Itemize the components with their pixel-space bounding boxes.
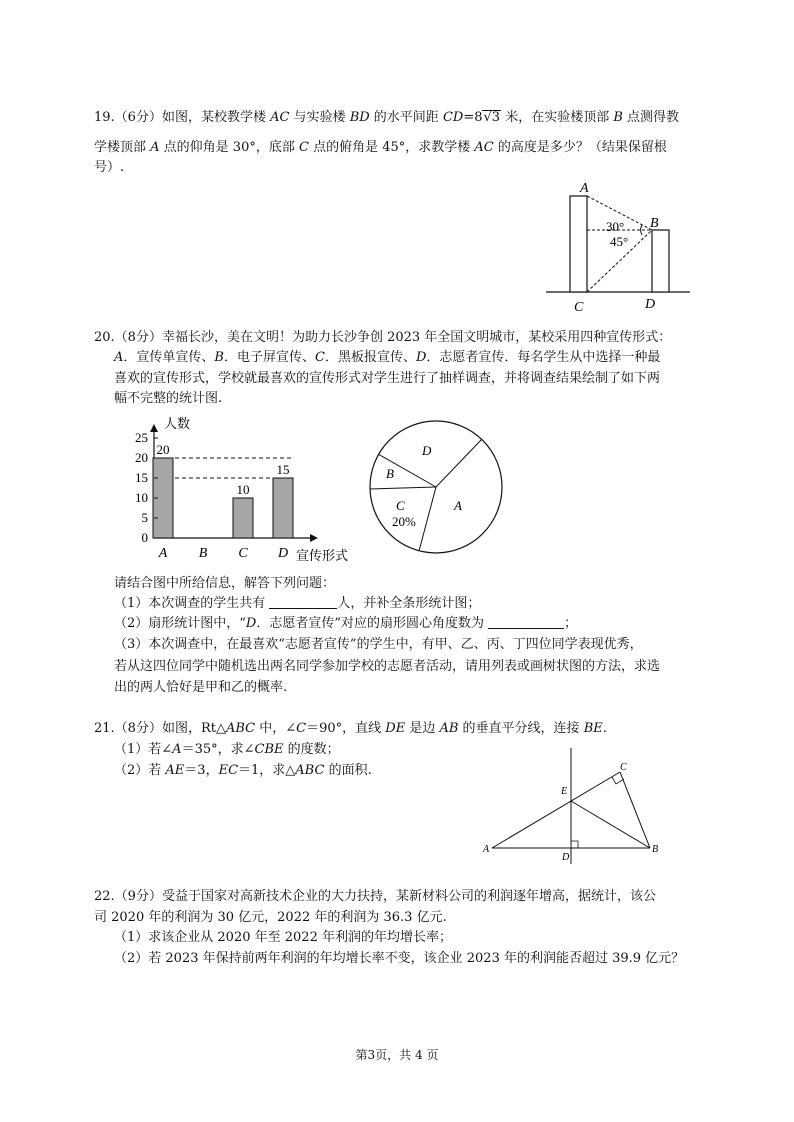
q19-figure: [540, 178, 700, 313]
var-cbe: CBE: [254, 742, 284, 757]
text: 的垂直平分线，连接: [458, 721, 584, 736]
label-a: A: [483, 844, 490, 855]
y-axis-arrow: [150, 424, 158, 432]
q20-sub1: [114, 594, 480, 614]
x-tick-label: C: [238, 546, 248, 561]
pie-percent-c: 20%: [392, 514, 416, 529]
data-label: 10: [236, 482, 250, 497]
text: ＝1，求△: [238, 763, 296, 778]
text: 的高度是多少？（结果保留根: [493, 140, 667, 155]
segment-cb: [620, 772, 650, 848]
text: ．志愿者宣传”对应的扇形圆心角度数为: [256, 616, 489, 631]
q20-prompt: 请结合图中所给信息，解答下列问题：: [114, 576, 336, 591]
label-c: C: [574, 300, 584, 315]
option-b: B: [214, 350, 224, 365]
sqrt-value: 3: [491, 110, 501, 125]
y-tick-label: 0: [141, 530, 148, 545]
q22-line1: 22.（9分）受益于国家对高新技术企业的大力扶持，某新材料公司的利润逐年增高，据统计，该公: [94, 889, 656, 904]
segment-be: [571, 801, 650, 848]
sqrt-symbol: √3: [483, 110, 501, 125]
bar-D: [273, 478, 293, 538]
right-angle-d: [571, 841, 578, 848]
q20-sub3-line1: （3）本次调查中，在最喜欢“志愿者宣传”的学生中，有甲、乙、丙、丁四位同学表现优秀，: [114, 637, 643, 652]
q20-sub2: [114, 614, 577, 634]
q21-sub2: [114, 761, 372, 781]
text: （2）扇形统计图中，“: [114, 616, 246, 631]
var-bd: BD: [349, 110, 370, 125]
text: ；: [564, 616, 578, 631]
text: ．宣传单宣传、: [123, 350, 215, 365]
q19-line2: [94, 138, 667, 158]
text: ．黑板报宣传、: [324, 350, 416, 365]
var-ac: AC: [474, 140, 494, 155]
bar-C: [233, 498, 253, 538]
text: （1）本次调查的学生共有: [114, 596, 270, 611]
segment-ac: [492, 772, 620, 848]
q20-line1: 20.（8分）幸福长沙，美在文明！为助力长沙争创 2023 年全国文明城市，某校采用四种宣传形式：: [94, 330, 672, 345]
text: .: [602, 721, 607, 736]
y-tick-label: 25: [135, 430, 148, 445]
var-de: DE: [385, 721, 406, 736]
angle-45: 45°: [610, 234, 629, 249]
option-d: D: [415, 350, 427, 365]
option-a: A: [114, 350, 124, 365]
text: ．志愿者宣传．每名学生从中选择一种最: [426, 350, 661, 365]
bar-dashed-lines: [154, 458, 293, 478]
bar-xlabel: 宣传形式: [296, 548, 349, 563]
text: 人，并补全条形统计图；: [337, 596, 481, 611]
text: 米，在实验楼顶部: [501, 110, 614, 125]
text: 中，∠: [255, 721, 297, 736]
text: 的度数；: [283, 742, 340, 757]
text: ．电子屏宣传、: [223, 350, 315, 365]
var-cd: CD: [442, 110, 464, 125]
var-abc: ABC: [295, 763, 325, 778]
q21-line1: [94, 719, 607, 739]
var-ab: AB: [439, 721, 459, 736]
text: 的面积.: [324, 763, 372, 778]
page-footer: 第3页，共 4 页: [355, 1048, 439, 1062]
q19-number: 19.（6分）如图，某校教学楼: [94, 110, 271, 125]
bar-xticks: [158, 546, 288, 561]
var-be: BE: [583, 721, 603, 736]
data-label: 15: [276, 462, 290, 477]
q19-line1: [94, 108, 679, 128]
pie-label-a: A: [454, 498, 462, 513]
option-d: D: [245, 616, 257, 631]
q22-line2: 司 2020 年的利润为 30 亿元，2022 年的利润为 36.3 亿元.: [94, 910, 447, 925]
var-a: A: [150, 140, 160, 155]
text: 21.（8分）如图，Rt△: [94, 721, 226, 736]
bar-chart: [108, 414, 368, 570]
label-a: A: [580, 181, 589, 196]
text: 是边: [405, 721, 440, 736]
bar-data-labels: [157, 442, 290, 497]
angle-arc: [641, 225, 642, 235]
pie-chart: [368, 418, 508, 558]
answer-blank[interactable]: [269, 594, 337, 609]
text: 的水平间距: [369, 110, 443, 125]
text: （2）若: [114, 763, 166, 778]
label-d: D: [645, 297, 656, 312]
q20-line2: [114, 348, 660, 368]
label-e: E: [561, 786, 568, 797]
var-abc: ABC: [225, 721, 256, 736]
text: 点的仰角是 30°，底部: [159, 140, 299, 155]
var-ac: AC: [270, 110, 290, 125]
label-d: D: [562, 852, 570, 863]
text: =8: [463, 110, 483, 125]
q20-sub3-line3: 出的两人恰好是甲和乙的概率.: [114, 680, 288, 695]
x-tick-label: B: [198, 546, 208, 561]
answer-blank[interactable]: [488, 614, 564, 629]
pie-label-c: C: [396, 498, 405, 513]
var-ae: AE: [165, 763, 185, 778]
q21-figure: [480, 740, 670, 868]
q20-line3: 喜欢的宣传形式，学校就最喜欢的宣传形式对学生进行了抽样调查，并将调查结果绘制了如下两: [114, 371, 661, 386]
building-ac: [570, 196, 587, 292]
bar-rects: [153, 458, 293, 538]
q21-sub1: [114, 740, 340, 760]
text: ＝35°，求∠: [181, 742, 255, 757]
data-label: 20: [156, 442, 170, 457]
y-tick-label: 5: [141, 510, 148, 525]
x-tick-label: D: [277, 546, 289, 561]
building-bd: [652, 230, 669, 292]
var-c: C: [296, 721, 307, 736]
y-tick-label: 20: [135, 450, 148, 465]
pie-label-b: B: [386, 466, 394, 481]
text: ＝90°，直线: [306, 721, 386, 736]
bar-ylabel: 人数: [164, 416, 191, 431]
text: （1）若∠: [114, 742, 173, 757]
pie-label-d: D: [422, 443, 432, 458]
x-axis-arrow: [310, 534, 318, 542]
q20-line4: 幅不完整的统计图.: [114, 391, 223, 406]
text: 点的俯角是 45°，求教学楼: [308, 140, 475, 155]
var-ec: EC: [218, 763, 239, 778]
text: 点测得教: [622, 110, 680, 125]
y-tick-label: 10: [135, 490, 148, 505]
q22-sub1: （1）求该企业从 2020 年至 2022 年利润的年均增长率；: [114, 930, 452, 945]
q22-sub2: （2）若 2023 年保持前两年利润的年均增长率不变，该企业 2023 年的利润能否超过 39.9 亿元？: [114, 951, 685, 966]
text: 与实验楼: [289, 110, 350, 125]
label-b: B: [650, 216, 659, 231]
q19-line3: 号）.: [94, 160, 125, 175]
var-a: A: [172, 742, 182, 757]
var-b: B: [613, 110, 623, 125]
label-b: B: [652, 844, 659, 855]
option-c: C: [314, 350, 325, 365]
var-c: C: [298, 140, 309, 155]
text: 学楼顶部: [94, 140, 151, 155]
text: ＝3，: [184, 763, 219, 778]
label-c: C: [620, 762, 627, 773]
q20-sub3-line2: 若从这四位同学中随机选出两名同学参加学校的志愿者活动，请用列表或画树状图的方法，求选: [114, 659, 661, 674]
x-tick-label: A: [158, 546, 168, 561]
y-tick-label: 15: [135, 470, 148, 485]
angle-30: 30°: [606, 219, 625, 234]
